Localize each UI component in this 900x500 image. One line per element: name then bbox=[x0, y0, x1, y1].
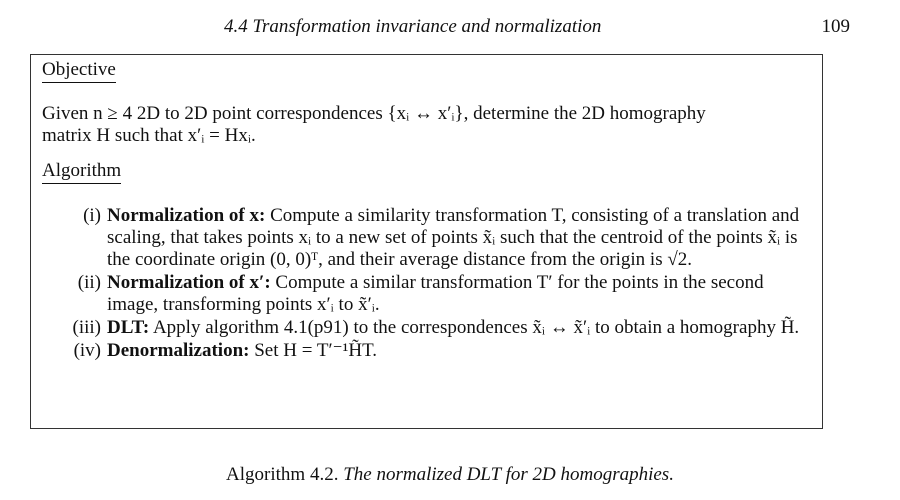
step-number: (iv) bbox=[73, 340, 101, 361]
step-title: Normalization of x: bbox=[107, 205, 266, 226]
step-number: (iii) bbox=[72, 317, 101, 338]
step-text: Apply algorithm 4.1(p91) to the correspondences x̃ᵢ ↔ x̃′ᵢ to obtain a homography H̃. bbox=[152, 317, 800, 338]
step-text: Compute a similarity transformation T, consisting of a translation and scaling, that takes points xᵢ to a new set of points x̃ᵢ such that the centroid of the points x̃ᵢ is the coordinate origin (0, 0)ᵀ, and their average distance from the origin is √2. bbox=[107, 205, 800, 270]
step-text: Compute a similar transformation T′ for the points in the second image, transforming points x′ᵢ to x̃′ᵢ. bbox=[107, 272, 764, 315]
step-1 bbox=[57, 205, 817, 271]
step-number: (i) bbox=[83, 205, 101, 226]
algorithm-box bbox=[30, 54, 823, 429]
caption-label: Algorithm 4.2. bbox=[226, 464, 339, 485]
step-2 bbox=[57, 272, 817, 316]
caption-text: The normalized DLT for 2D homographies. bbox=[343, 464, 674, 485]
step-title: DLT: bbox=[107, 317, 150, 338]
step-4 bbox=[57, 340, 817, 362]
step-number: (ii) bbox=[77, 272, 101, 293]
objective-line-1: Given n ≥ 4 2D to 2D point correspondences {xᵢ ↔ x′ᵢ}, determine the 2D homography bbox=[42, 103, 706, 124]
figure-caption bbox=[0, 464, 900, 486]
objective-text bbox=[42, 103, 812, 147]
step-3 bbox=[57, 317, 817, 339]
page-number: 109 bbox=[821, 16, 850, 37]
step-title: Denormalization: bbox=[107, 340, 250, 361]
step-text: Set H = T′⁻¹H̃T. bbox=[254, 340, 378, 361]
running-head bbox=[0, 16, 900, 40]
objective-heading: Objective bbox=[42, 59, 116, 83]
algorithm-steps bbox=[57, 205, 817, 363]
objective-line-2: matrix H such that x′ᵢ = Hxᵢ. bbox=[42, 125, 256, 146]
section-title: 4.4 Transformation invariance and normalization bbox=[224, 16, 602, 37]
step-title: Normalization of x′: bbox=[107, 272, 271, 293]
algorithm-heading: Algorithm bbox=[42, 160, 121, 184]
